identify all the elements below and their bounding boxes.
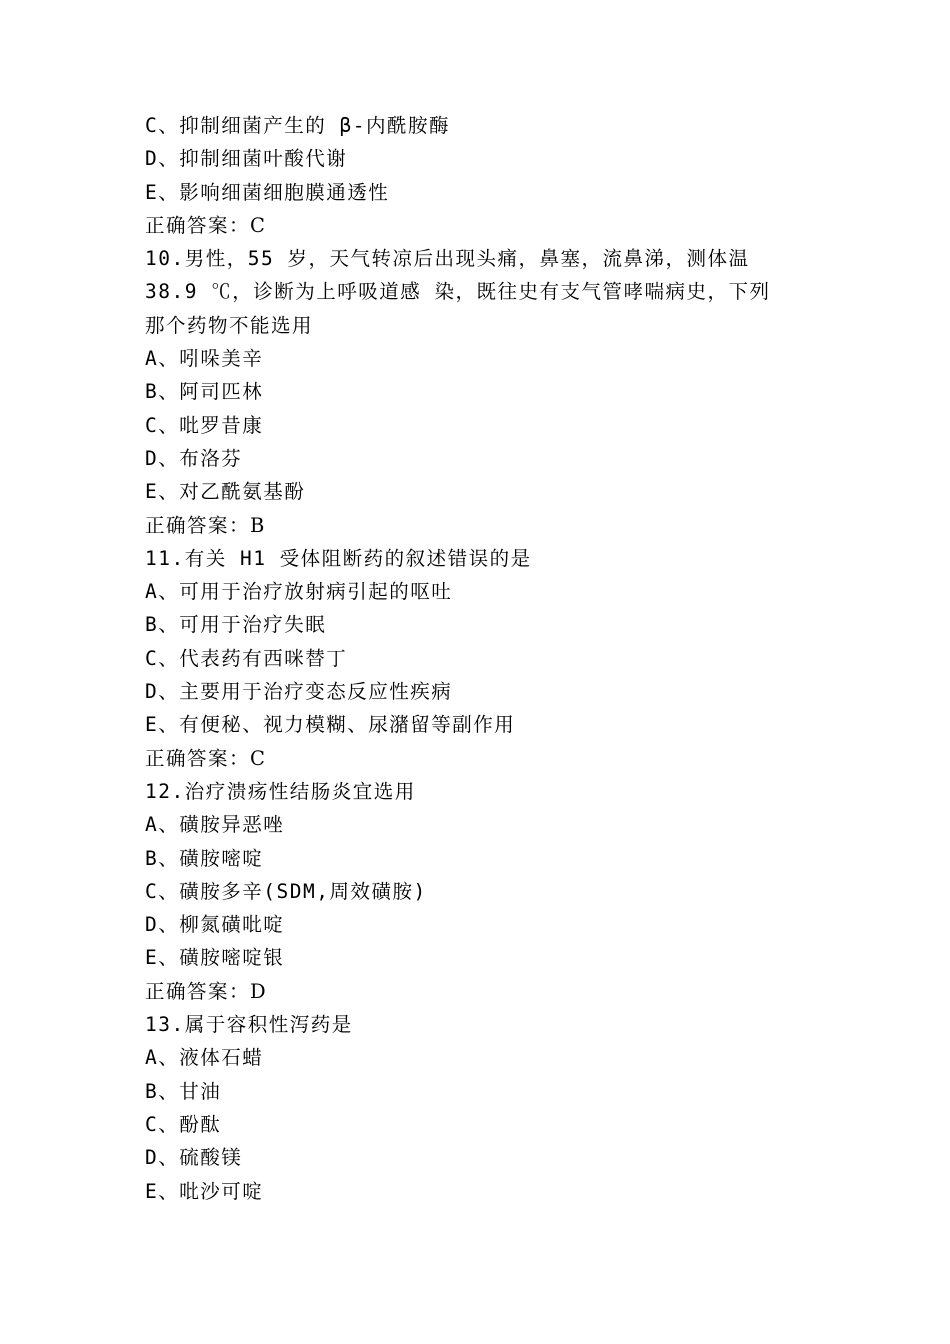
- option-c: C、抑制细菌产生的 β-内酰胺酶: [145, 114, 450, 137]
- option-b: B、磺胺嘧啶: [145, 846, 264, 870]
- option-d: D、主要用于治疗变态反应性疾病: [145, 680, 453, 704]
- option-c: C、磺胺多辛(SDM,周效磺胺): [145, 879, 427, 903]
- question-stem: 13.属于容积性泻药是: [145, 1013, 353, 1037]
- option-e: E、有便秘、视力模糊、尿潴留等副作用: [145, 713, 516, 737]
- option-c: C、酚酞: [145, 1112, 222, 1136]
- question-stem: 12.治疗溃疡性结肠炎宜选用: [145, 779, 416, 803]
- question-stem-line-3: 那个药物不能选用: [145, 313, 314, 337]
- option-e: E、吡沙可啶: [145, 1179, 264, 1203]
- option-b: B、甘油: [145, 1079, 222, 1103]
- option-d: D、抑制细菌叶酸代谢: [145, 147, 348, 171]
- option-c: C、吡罗昔康: [145, 413, 264, 437]
- question-9-tail: [145, 109, 810, 242]
- option-e: E、对乙酰氨基酚: [145, 480, 306, 504]
- option-d: D、布洛芬: [145, 446, 243, 470]
- option-b: B、阿司匹林: [145, 380, 264, 404]
- correct-answer: 正确答案：B: [145, 513, 266, 537]
- option-d: D、柳氮磺吡啶: [145, 913, 285, 937]
- option-c: C、代表药有西咪替丁: [145, 646, 348, 670]
- question-13: [145, 1008, 810, 1208]
- option-a: A、磺胺异恶唑: [145, 813, 285, 837]
- option-d: D、硫酸镁: [145, 1146, 243, 1170]
- correct-answer: 正确答案：D: [145, 979, 268, 1003]
- correct-answer: 正确答案：C: [145, 746, 267, 770]
- option-e: E、影响细菌细胞膜通透性: [145, 180, 390, 204]
- correct-answer: 正确答案：C: [145, 213, 267, 237]
- option-a: A、可用于治疗放射病引起的呕吐: [145, 580, 453, 604]
- option-a: A、吲哚美辛: [145, 347, 264, 371]
- option-e: E、磺胺嘧啶银: [145, 946, 285, 970]
- question-12: [145, 775, 810, 1008]
- question-11: [145, 542, 810, 775]
- question-stem-line-2: 38.9 ℃，诊断为上呼吸道感 染，既往史有支气管哮喘病史，下列: [145, 280, 771, 304]
- option-b: B、可用于治疗失眠: [145, 613, 327, 637]
- question-10: [145, 242, 810, 542]
- question-stem: 11.有关 H1 受体阻断药的叙述错误的是: [145, 546, 532, 570]
- option-a: A、液体石蜡: [145, 1046, 264, 1070]
- question-stem-line-1: 10.男性，55 岁，天气转凉后出现头痛，鼻塞，流鼻涕，测体温: [145, 247, 750, 271]
- document-page: [145, 109, 810, 1208]
